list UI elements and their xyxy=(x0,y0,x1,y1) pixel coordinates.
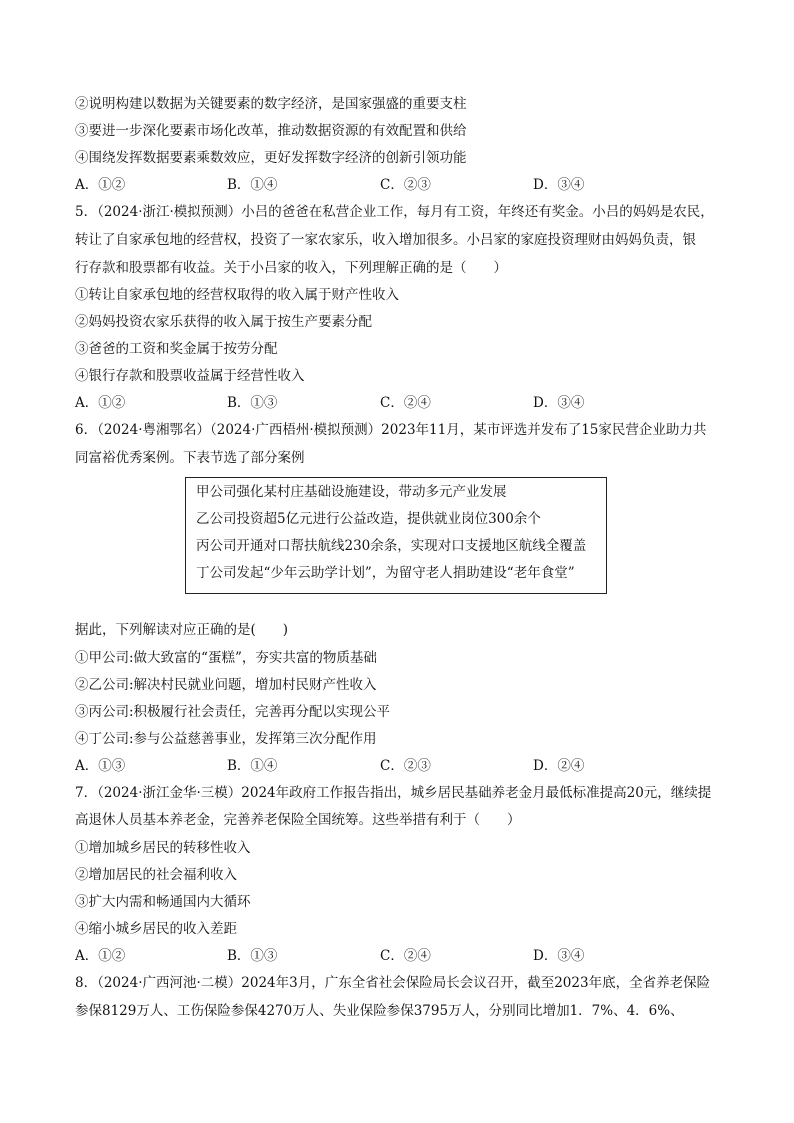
q4-option-d[interactable]: D．③④ xyxy=(533,177,585,193)
q4-item-4: ④围绕发挥数据要素乘数效应，更好发挥数字经济的创新引领功能 xyxy=(75,150,467,166)
q7-item-3: ③扩大内需和畅通国内大循环 xyxy=(75,894,251,910)
q4-option-a[interactable]: A．①② xyxy=(75,177,126,193)
q5-option-d[interactable]: D．③④ xyxy=(533,395,585,411)
q6-item-4: ④丁公司:参与公益慈善事业，发挥第三次分配作用 xyxy=(75,731,377,747)
q5-options xyxy=(75,394,735,412)
q7-item-4: ④缩小城乡居民的收入差距 xyxy=(75,921,237,937)
q4-item-2: ②说明构建以数据为关键要素的数字经济，是国家强盛的重要支柱 xyxy=(75,96,467,112)
q7-stem-line-1: 7．（2024·浙江金华·三模）2024年政府工作报告指出，城乡居民基础养老金月最低标准提高20元，继续提 xyxy=(75,785,712,801)
q5-stem-line-1: 5．（2024·浙江·模拟预测）小吕的爸爸在私营企业工作，每月有工资，年终还有奖金。小吕的妈妈是农民， xyxy=(75,204,714,220)
q5-stem-line-2: 转让了自家承包地的经营权，投资了一家农家乐，收入增加很多。小吕家的家庭投资理财由妈妈负责，银 xyxy=(75,232,696,248)
q6-stem-line-1: 6．（2024·粤湘鄂名）（2024·广西梧州·模拟预测）2023年11月，某市评选并发布了15家民营企业助力共 xyxy=(75,422,707,438)
q6-item-3: ③丙公司:积极履行社会责任，完善再分配以实现公平 xyxy=(75,704,391,720)
q5-item-3: ③爸爸的工资和奖金属于按劳分配 xyxy=(75,341,278,357)
q7-option-d[interactable]: D．③④ xyxy=(533,948,585,964)
q5-item-4: ④银行存款和股票收益属于经营性收入 xyxy=(75,368,305,384)
q8-stem-line-1: 8．（2024·广西河池·二模）2024年3月，广东全省社会保险局长会议召开，截至2023年底，全省养老保险 xyxy=(75,975,711,991)
q4-option-b[interactable]: B．①④ xyxy=(227,177,278,193)
q8-stem-line-2: 参保8129万人、工伤保险参保4270万人、失业保险参保3795万人，分别同比增加1．7%、4．6%、 xyxy=(75,1003,684,1019)
q7-options xyxy=(75,947,735,965)
q5-option-c[interactable]: C．②④ xyxy=(380,395,431,411)
q6-case-row-3: 丙公司开通对口帮扶航线230余条，实现对口支援地区航线全覆盖 xyxy=(196,538,587,554)
q6-option-a[interactable]: A．①③ xyxy=(75,758,126,774)
q7-option-c[interactable]: C．②④ xyxy=(380,948,431,964)
q6-prompt: 据此，下列解读对应正确的是( ) xyxy=(75,622,289,638)
q4-options xyxy=(75,176,735,194)
q7-stem-line-2: 高退休人员基本养老金，完善养老保险全国统筹。这些举措有利于（ ） xyxy=(75,812,521,828)
q6-stem-line-2: 同富裕优秀案例。下表节选了部分案例 xyxy=(75,450,305,466)
q5-option-a[interactable]: A．①② xyxy=(75,395,126,411)
q6-case-row-4: 丁公司发起“少年云助学计划”，为留守老人捐助建设“老年食堂” xyxy=(196,565,575,581)
q6-case-row-2: 乙公司投资超5亿元进行公益改造，提供就业岗位300余个 xyxy=(196,511,541,527)
q5-stem-line-3: 行存款和股票都有收益。关于小吕家的收入，下列理解正确的是（ ） xyxy=(75,260,507,276)
q7-option-b[interactable]: B．①③ xyxy=(227,948,278,964)
q6-case-row-1: 甲公司强化某村庄基础设施建设，带动多元产业发展 xyxy=(196,484,507,500)
q6-option-d[interactable]: D．②④ xyxy=(533,758,585,774)
q6-options xyxy=(75,757,735,775)
q6-item-2: ②乙公司:解决村民就业问题，增加村民财产性收入 xyxy=(75,677,377,693)
q7-item-1: ①增加城乡居民的转移性收入 xyxy=(75,840,251,856)
q6-item-1: ①甲公司:做大致富的“蛋糕”，夯实共富的物质基础 xyxy=(75,650,377,666)
q7-item-2: ②增加居民的社会福利收入 xyxy=(75,867,237,883)
q6-option-b[interactable]: B．①④ xyxy=(227,758,278,774)
q4-item-3: ③要进一步深化要素市场化改革，推动数据资源的有效配置和供给 xyxy=(75,123,467,139)
q5-item-2: ②妈妈投资农家乐获得的收入属于按生产要素分配 xyxy=(75,314,372,330)
q7-option-a[interactable]: A．①② xyxy=(75,948,126,964)
q6-option-c[interactable]: C．②③ xyxy=(380,758,431,774)
q5-option-b[interactable]: B．①③ xyxy=(227,395,278,411)
q6-case-table xyxy=(185,477,607,594)
q5-item-1: ①转让自家承包地的经营权取得的收入属于财产性收入 xyxy=(75,287,399,303)
q4-option-c[interactable]: C．②③ xyxy=(380,177,431,193)
